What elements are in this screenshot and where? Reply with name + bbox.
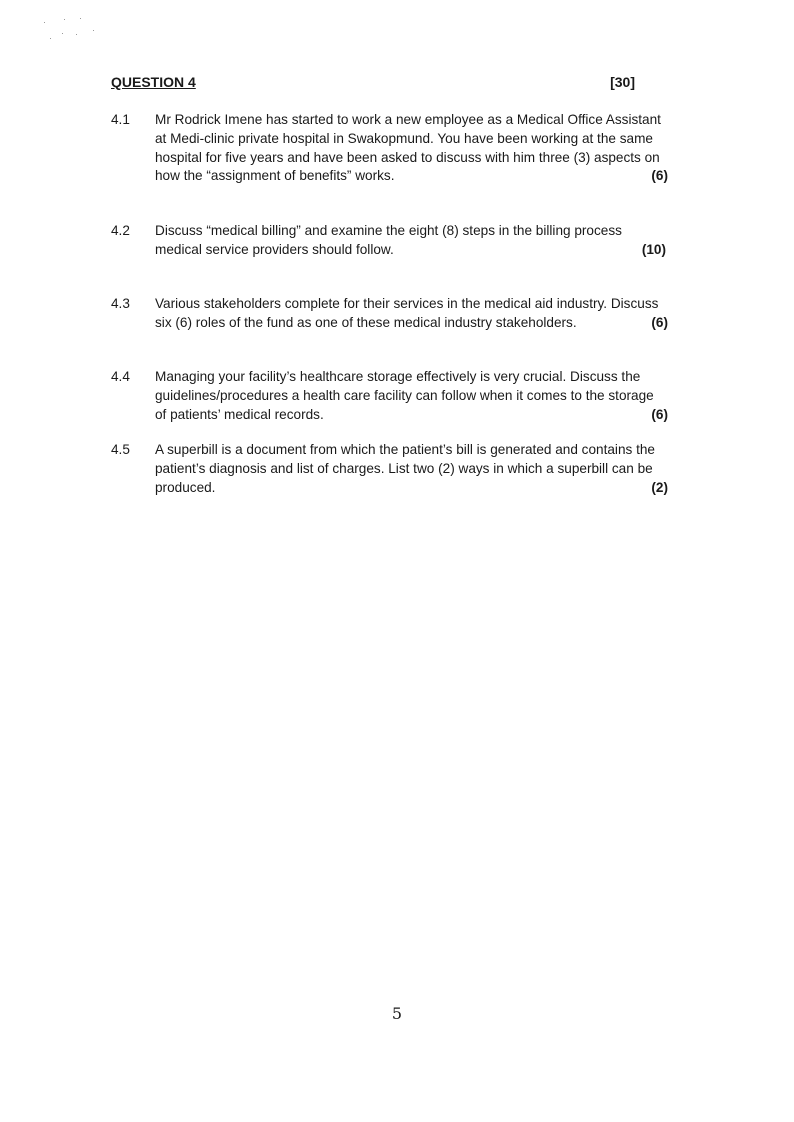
item-marks: (6) [651,314,668,330]
item-marks: (2) [651,479,668,495]
item-number: 4.2 [111,223,130,238]
item-last-line [155,479,676,498]
item-text-line: at Medi-clinic private hospital in Swakopmund. You have been working at the same [155,130,653,146]
item-text [155,111,676,186]
item-text-line: of patients’ medical records. [155,406,324,422]
item-text-line: produced. [155,479,216,495]
item-number: 4.3 [111,296,130,311]
scan-speck [64,19,65,20]
item-text-line: hospital for five years and have been asked to discuss with him three (3) aspects on [155,149,660,165]
item-number: 4.4 [111,369,130,384]
item-text [155,295,676,333]
item-text-line: guidelines/procedures a health care facility can follow when it comes to the storage [155,387,654,403]
item-number: 4.5 [111,442,130,457]
item-text [155,368,676,424]
item-text-line: A superbill is a document from which the patient’s bill is generated and contains the [155,442,655,457]
scan-speck [44,22,45,23]
item-last-line [155,167,676,186]
item-text-line: six (6) roles of the fund as one of these medical industry stakeholders. [155,314,577,330]
question-item-4-3 [111,295,676,333]
question-item-4-4 [111,368,676,424]
item-marks: (10) [641,241,666,257]
scan-speck [80,18,81,19]
question-title: QUESTION 4 [111,74,196,90]
item-text [155,222,676,260]
question-item-4-5 [111,441,676,497]
item-text [155,441,676,497]
page-number: 5 [391,1004,403,1023]
item-text-line: Discuss “medical billing” and examine the eight (8) steps in the billing process [155,223,622,238]
scan-speck [62,33,63,34]
question-item-4-2 [111,222,676,260]
item-text-line: how the “assignment of benefits” works. [155,168,395,184]
item-text-line: Mr Rodrick Imene has started to work a new employee as a Medical Office Assistant [155,112,661,127]
item-text-line: Managing your facility’s healthcare storage effectively is very crucial. Discuss the [155,369,641,384]
question-item-4-1 [111,111,676,186]
scan-speck [93,30,94,31]
item-text-line: Various stakeholders complete for their services in the medical aid industry. Discuss [155,296,659,311]
item-marks: (6) [651,168,668,184]
question-heading [111,74,635,90]
question-total-marks: [30] [610,74,635,90]
item-last-line [155,406,676,425]
item-text-line: patient’s diagnosis and list of charges. List two (2) ways in which a superbill can be [155,460,653,476]
item-last-line [155,241,676,260]
scan-speck [76,34,77,35]
scan-speck [50,38,51,39]
item-text-line: medical service providers should follow. [155,241,394,257]
item-number: 4.1 [111,112,130,127]
item-marks: (6) [651,406,668,422]
item-last-line [155,314,676,333]
